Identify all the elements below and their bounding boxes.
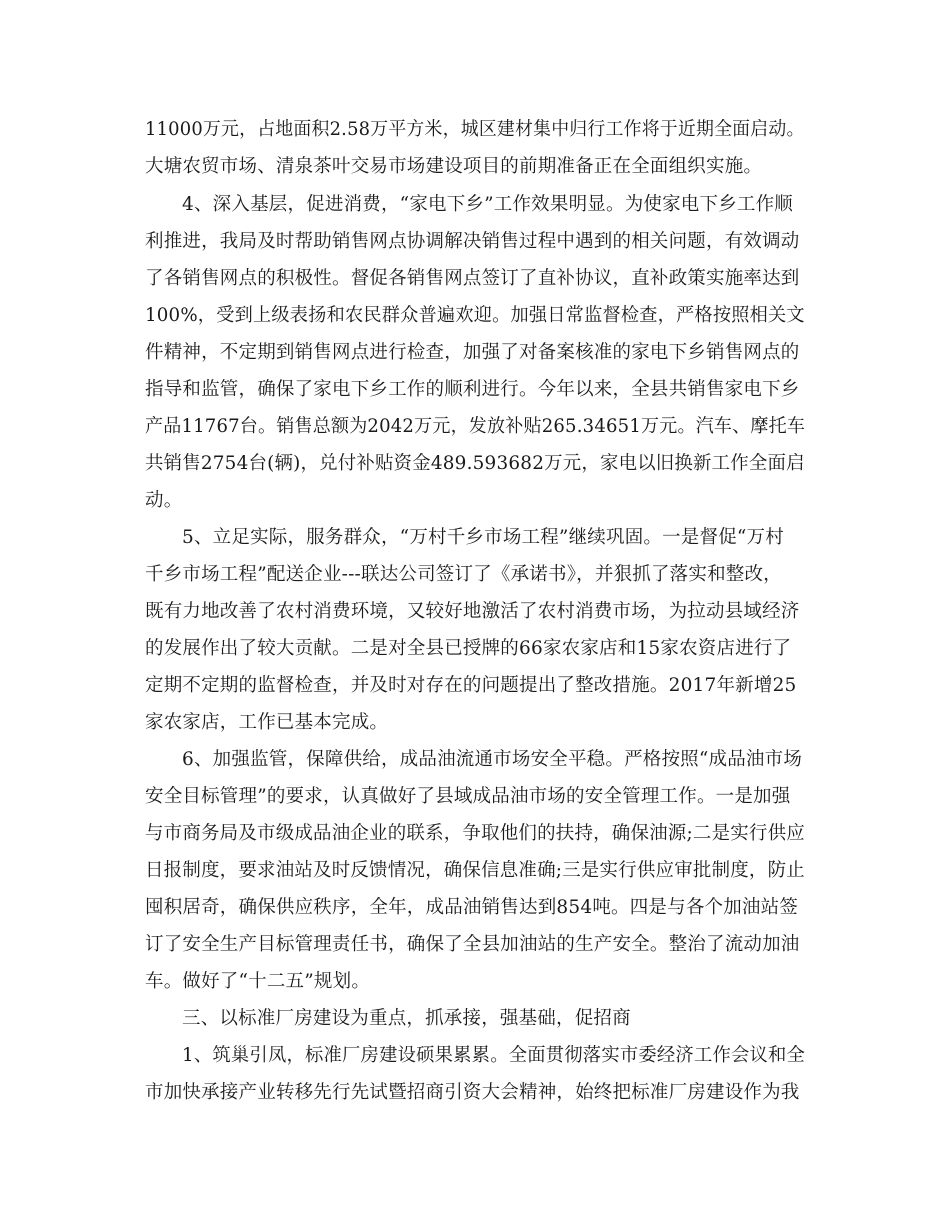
text-line: 利推进，我局及时帮助销售网点协调解决销售过程中遇到的相关问题，有效调动 <box>145 231 800 252</box>
text-line: 车。做好了“十二五”规划。 <box>145 971 371 992</box>
paragraph-5-start: 5、立足实际，服务群众，“万村千乡市场工程”继续巩固。一是督促“万村 <box>182 527 784 548</box>
text-line: 100%，受到上级表扬和农民群众普遍欢迎。加强日常监督检查，严格按照相关文 <box>145 305 805 326</box>
text-line: 动。 <box>145 490 183 511</box>
text-line: 既有力地改善了农村消费环境，又较好地激活了农村消费市场，为拉动县域经济 <box>145 601 800 622</box>
text-line: 指导和监管，确保了家电下乡工作的顺利进行。今年以来，全县共销售家电下乡 <box>145 379 800 400</box>
text-line: 11000万元，占地面积2.58万平方米，城区建材集中归行工作将于近期全面启动。 <box>145 119 805 140</box>
text-line: 定期不定期的监督检查，并及时对存在的问题提出了整改措施。2017年新增25 <box>145 675 797 696</box>
paragraph-4-start: 4、深入基层，促进消费，“家电下乡”工作效果明显。为使家电下乡工作顺 <box>182 194 793 215</box>
text-line: 千乡市场工程”配送企业---联达公司签订了《承诺书》，并狠抓了落实和整改， <box>145 564 782 585</box>
text-line: 大塘农贸市场、清泉茶叶交易市场建设项目的前期准备正在全面组织实施。 <box>145 156 763 177</box>
text-line: 安全目标管理”的要求，认真做好了县域成品油市场的安全管理工作。一是加强 <box>145 786 791 807</box>
text-line: 件精神，不定期到销售网点进行检查，加强了对备案核准的家电下乡销售网点的 <box>145 342 800 363</box>
text-line: 了各销售网点的积极性。督促各销售网点签订了直补协议，直补政策实施率达到 <box>145 268 800 289</box>
text-line: 的发展作出了较大贡献。二是对全县已授牌的66家农家店和15家农资店进行了 <box>145 638 792 659</box>
text-line: 囤积居奇，确保供应秩序，全年，成品油销售达到854吨。四是与各个加油站签 <box>145 897 799 918</box>
text-line: 与市商务局及市级成品油企业的联系，争取他们的扶持，确保油源;二是实行供应 <box>145 823 805 844</box>
text-line: 共销售2754台(辆)，兑付补贴资金489.593682万元，家电以旧换新工作全面启 <box>145 453 805 474</box>
paragraph-6-start: 6、加强监管，保障供给，成品油流通市场安全平稳。严格按照“成品油市场 <box>182 749 803 770</box>
text-line: 订了安全生产目标管理责任书，确保了全县加油站的生产安全。整治了流动加油 <box>145 934 800 955</box>
text-line: 产品11767台。销售总额为2042万元，发放补贴265.34651万元。汽车、摩托车 <box>145 416 806 437</box>
paragraph-1-start: 1、筑巢引凤，标准厂房建设硕果累累。全面贯彻落实市委经济工作会议和全 <box>182 1045 806 1066</box>
text-line: 日报制度，要求油站及时反馈情况，确保信息准确;三是实行供应审批制度，防止 <box>145 860 805 881</box>
text-line: 市加快承接产业转移先行先试暨招商引资大会精神，始终把标准厂房建设作为我 <box>145 1082 800 1103</box>
text-line: 家农家店，工作已基本完成。 <box>145 712 389 733</box>
section-heading: 三、以标准厂房建设为重点，抓承接，强基础，促招商 <box>182 1008 631 1029</box>
